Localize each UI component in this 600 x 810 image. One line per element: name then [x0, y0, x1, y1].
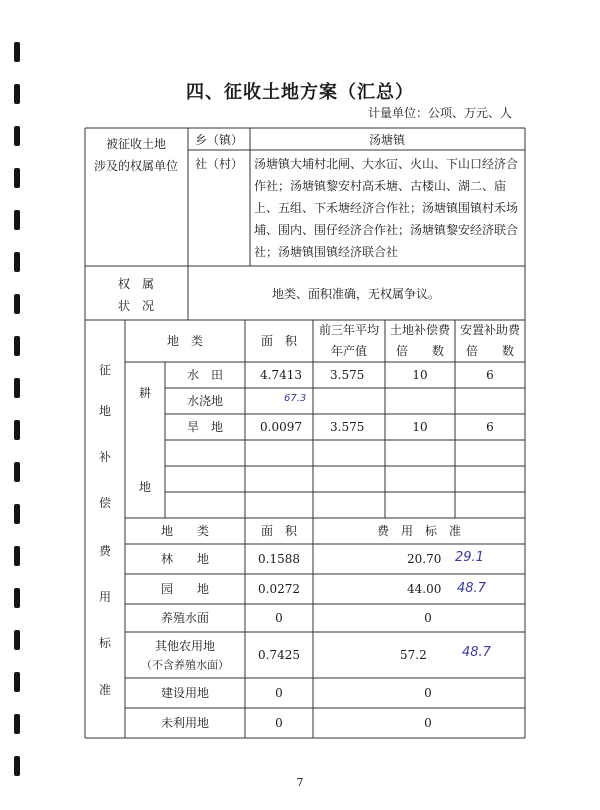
- table-row-area: 0.0097: [260, 420, 302, 434]
- binder-hole: [14, 714, 20, 734]
- cultivated-label-char: 耕: [138, 386, 152, 400]
- binder-hole: [14, 378, 20, 398]
- side-label-char: 标: [98, 636, 112, 650]
- header-land-comp-line1: 土地补偿费: [389, 323, 451, 337]
- status-label-line1: 权 属: [117, 277, 155, 291]
- binder-hole: [14, 756, 20, 776]
- table-row-land-multiple: 10: [412, 368, 428, 382]
- binder-hole: [14, 42, 20, 62]
- binder-hole: [14, 252, 20, 272]
- binder-hole: [14, 462, 20, 482]
- table-row-type: 水 田: [186, 368, 224, 382]
- table-row-resettle-multiple: 6: [486, 368, 494, 382]
- header-area: 面 积: [260, 334, 298, 348]
- handwritten-note: 29.1: [455, 550, 484, 565]
- cultivated-label-char: 地: [138, 480, 152, 494]
- table-row-land-multiple: 10: [412, 420, 428, 434]
- header-resettle-line2: 倍 数: [465, 344, 515, 358]
- other-header-standard: 费 用 标 准: [376, 524, 462, 538]
- table-row-standard: 57.2: [400, 648, 427, 662]
- table-row-avg: 3.575: [330, 420, 365, 434]
- table-row-area: 0: [275, 716, 283, 730]
- binder-hole: [14, 588, 20, 608]
- side-label-char: 征: [98, 363, 112, 377]
- side-label-char: 补: [98, 450, 112, 464]
- table-row-type: 水浇地: [186, 394, 224, 408]
- table-row-avg: 3.575: [330, 368, 365, 382]
- table-row-standard: 0: [424, 686, 432, 700]
- page-number: 7: [296, 776, 304, 789]
- table-row-standard: 0: [424, 611, 432, 625]
- other-header-area: 面 积: [260, 524, 298, 538]
- other-header-land-type: 地 类: [160, 524, 210, 538]
- table-row-type: 园 地: [160, 582, 210, 596]
- page-title: 四、征收土地方案（汇总）: [186, 82, 414, 103]
- side-label-char: 用: [98, 590, 112, 604]
- binder-hole: [14, 210, 20, 230]
- side-label-char: 费: [98, 544, 112, 558]
- header-land-comp-line2: 倍 数: [395, 344, 445, 358]
- binder-hole: [14, 630, 20, 650]
- side-label-char: 地: [98, 404, 112, 418]
- table-row-type: 林 地: [160, 552, 210, 566]
- table-row-type: 养殖水面: [160, 611, 210, 625]
- binder-hole: [14, 504, 20, 524]
- ownership-label-line1: 被征收土地: [105, 137, 167, 151]
- table-row-standard: 0: [424, 716, 432, 730]
- unit-label: 计量单位：公项、万元、人: [367, 106, 512, 120]
- header-avg-output-line1: 前三年平均: [318, 323, 380, 337]
- table-row-area: 0.7425: [258, 648, 300, 662]
- handwritten-note: 67.3: [284, 393, 307, 404]
- township-label: 乡（镇）: [194, 133, 244, 147]
- table-row-area: 0: [275, 686, 283, 700]
- table-row-area: 0.0272: [258, 582, 300, 596]
- status-label-line2: 状 况: [117, 299, 155, 313]
- handwritten-note: 48.7: [462, 645, 491, 660]
- binder-hole: [14, 420, 20, 440]
- handwritten-note: 48.7: [457, 581, 486, 596]
- binder-hole: [14, 126, 20, 146]
- table-row-area: 0: [275, 611, 283, 625]
- table-row-standard: 20.70: [407, 552, 442, 566]
- header-resettle-line1: 安置补助费: [459, 323, 521, 337]
- binder-hole: [14, 672, 20, 692]
- side-label-char: 准: [98, 683, 112, 697]
- status-value: 地类、面积准确，无权属争议。: [271, 287, 441, 301]
- table-row-resettle-multiple: 6: [486, 420, 494, 434]
- binder-hole: [14, 546, 20, 566]
- township-value: 汤塘镇: [368, 133, 406, 147]
- table-row-type-line1: 其他农用地: [154, 639, 216, 653]
- table-row-area: 0.1588: [258, 552, 300, 566]
- binder-hole: [14, 168, 20, 188]
- table-row-type: 未利用地: [160, 716, 210, 730]
- village-label: 社（村）: [194, 157, 244, 171]
- side-label-char: 偿: [98, 496, 112, 510]
- table-row-type: 旱 地: [186, 420, 224, 434]
- header-avg-output-line2: 年产值: [330, 344, 368, 358]
- binder-hole: [14, 294, 20, 314]
- ownership-label-line2: 涉及的权属单位: [93, 159, 179, 173]
- table-row-type-line2: （不含养殖水面）: [141, 658, 229, 672]
- binder-hole: [14, 336, 20, 356]
- table-row-type: 建设用地: [160, 686, 210, 700]
- table-row-area: 4.7413: [260, 368, 302, 382]
- village-value: 汤塘镇大埔村北闸、大水冚、火山、下山口经济合作社；汤塘镇黎安村高禾塘、古楼山、湖二、庙上、五组、下禾塘经济合作社；汤塘镇围镇村禾场埔、围内、围仔经济合作社；汤塘镇黎安经济联合社；汤塘镇围镇经济联合社: [254, 157, 519, 259]
- table-row-standard: 44.00: [407, 582, 442, 596]
- header-land-type: 地 类: [166, 334, 204, 348]
